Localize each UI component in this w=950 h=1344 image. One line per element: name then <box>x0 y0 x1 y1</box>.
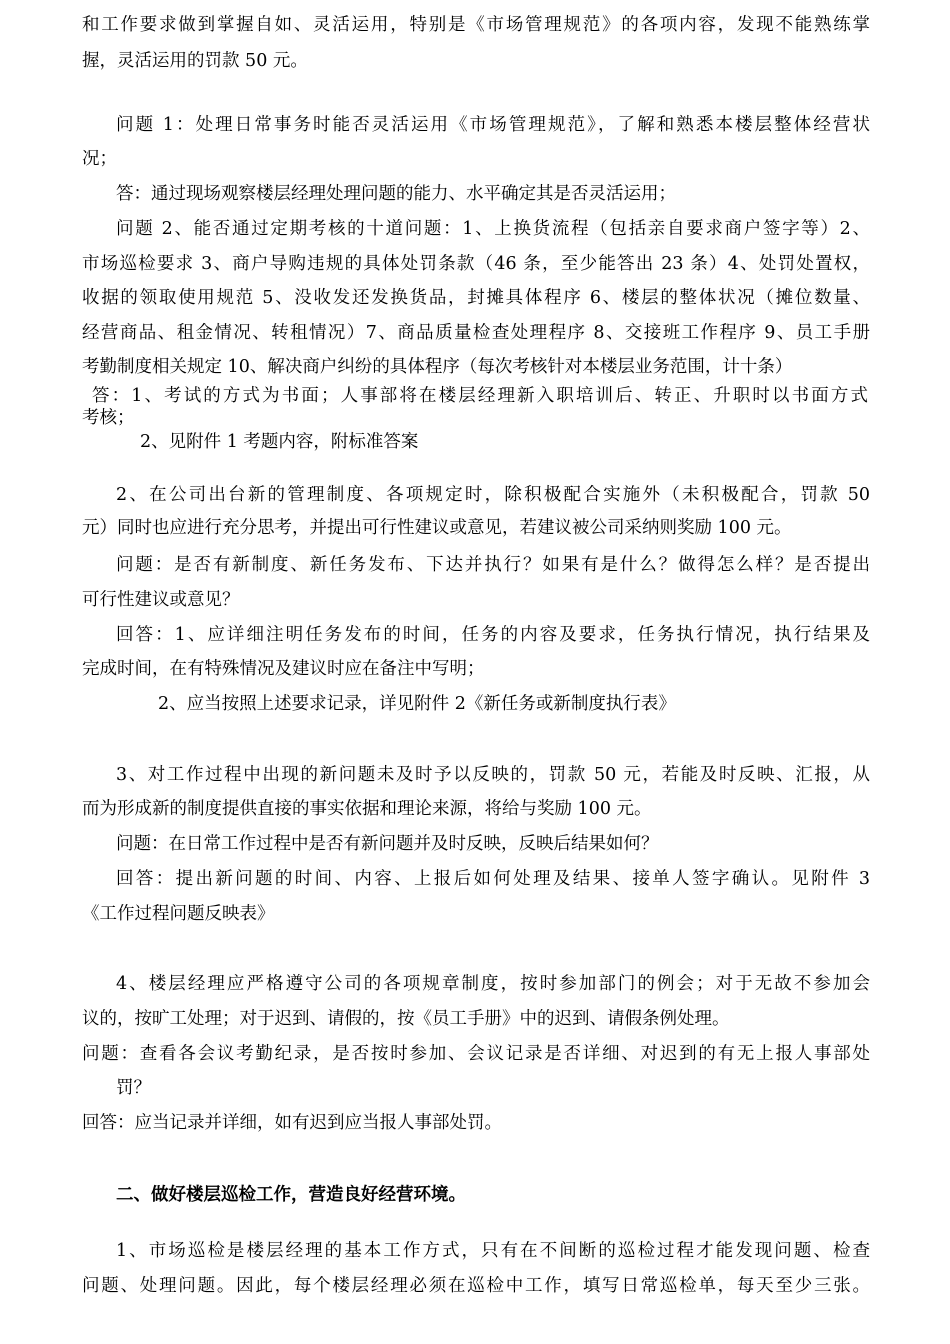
answer-line: 回答：应当记录并详细，如有迟到应当报人事部处罚。 <box>82 1113 502 1133</box>
paragraph-line: 和工作要求做到掌握自如、灵活运用，特别是《市场管理规范》的各项内容，发现不能熟练掌 <box>82 15 870 35</box>
answer-line: 2、应当按照上述要求记录，详见附件 2《新任务或新制度执行表》 <box>158 694 676 714</box>
paragraph-line: 市场巡检要求 3、商户导购违规的具体处罚条款（46 条，至少能答出 23 条）4、处罚处置权， <box>82 254 870 274</box>
paragraph-line: 《工作过程问题反映表》 <box>82 904 275 924</box>
answer-line: 2、见附件 1 考题内容，附标准答案 <box>140 432 419 452</box>
question-line: 问题：在日常工作过程中是否有新问题并及时反映，反映后结果如何？ <box>116 834 659 854</box>
answer-line: 回答：1、应详细注明任务发布的时间，任务的内容及要求，任务执行情况，执行结果及 <box>116 625 870 645</box>
answer-line: 答：1、考试的方式为书面；人事部将在楼层经理新入职培训后、转正、升职时以书面方式 <box>92 386 868 406</box>
paragraph-line: 考核； <box>82 408 135 428</box>
paragraph-line: 罚？ <box>116 1078 151 1098</box>
question-line: 问题 1：处理日常事务时能否灵活运用《市场管理规范》，了解和熟悉本楼层整体经营状 <box>116 115 870 135</box>
section-heading: 二、做好楼层巡检工作，营造良好经营环境。 <box>116 1185 466 1205</box>
section-item-line: 1、市场巡检是楼层经理的基本工作方式，只有在不间断的巡检过程才能发现问题、检查 <box>116 1241 870 1261</box>
paragraph-line: 完成时间，在有特殊情况及建议时应在备注中写明； <box>82 659 485 679</box>
paragraph-line: 况； <box>82 149 117 169</box>
section-item-line: 3、对工作过程中出现的新问题未及时予以反映的，罚款 50 元，若能及时反映、汇报，从 <box>116 765 870 785</box>
paragraph-line: 议的，按旷工处理；对于迟到、请假的，按《员工手册》中的迟到、请假条例处理。 <box>82 1009 730 1029</box>
paragraph-line: 而为形成新的制度提供直接的事实依据和理论来源，将给与奖励 100 元。 <box>82 799 652 819</box>
question-line: 问题 2、能否通过定期考核的十道问题：1、上换货流程（包括亲自要求商户签字等）2、 <box>116 219 870 239</box>
paragraph-line: 收据的领取使用规范 5、没收发还发换货品，封摊具体程序 6、楼层的整体状况（摊位数量、 <box>82 288 870 308</box>
paragraph-line: 问题、处理问题。因此，每个楼层经理必须在巡检中工作，填写日常巡检单，每天至少三张。 <box>82 1276 870 1296</box>
answer-line: 回答：提出新问题的时间、内容、上报后如何处理及结果、接单人签字确认。见附件 3 <box>116 869 870 889</box>
paragraph-line: 握，灵活运用的罚款 50 元。 <box>82 51 308 71</box>
paragraph-line: 可行性建议或意见？ <box>82 590 240 610</box>
paragraph-line: 元）同时也应进行充分思考，并提出可行性建议或意见，若建议被公司采纳则奖励 100 元。 <box>82 518 792 538</box>
question-line: 问题：是否有新制度、新任务发布、下达并执行？如果有是什么？做得怎么样？是否提出 <box>116 555 870 575</box>
section-item-line: 2、在公司出台新的管理制度、各项规定时，除积极配合实施外（未积极配合，罚款 50 <box>116 485 870 505</box>
paragraph-line: 考勤制度相关规定 10、解决商户纠纷的具体程序（每次考核针对本楼层业务范围，计十条） <box>82 357 793 377</box>
question-line: 问题：查看各会议考勤纪录，是否按时参加、会议记录是否详细、对迟到的有无上报人事部处 <box>82 1044 870 1064</box>
section-item-line: 4、楼层经理应严格遵守公司的各项规章制度，按时参加部门的例会；对于无故不参加会 <box>116 974 870 994</box>
paragraph-line: 经营商品、租金情况、转租情况）7、商品质量检查处理程序 8、交接班工作程序 9、员工手册 <box>82 323 870 343</box>
answer-line: 答：通过现场观察楼层经理处理问题的能力、水平确定其是否灵活运用； <box>116 184 676 204</box>
